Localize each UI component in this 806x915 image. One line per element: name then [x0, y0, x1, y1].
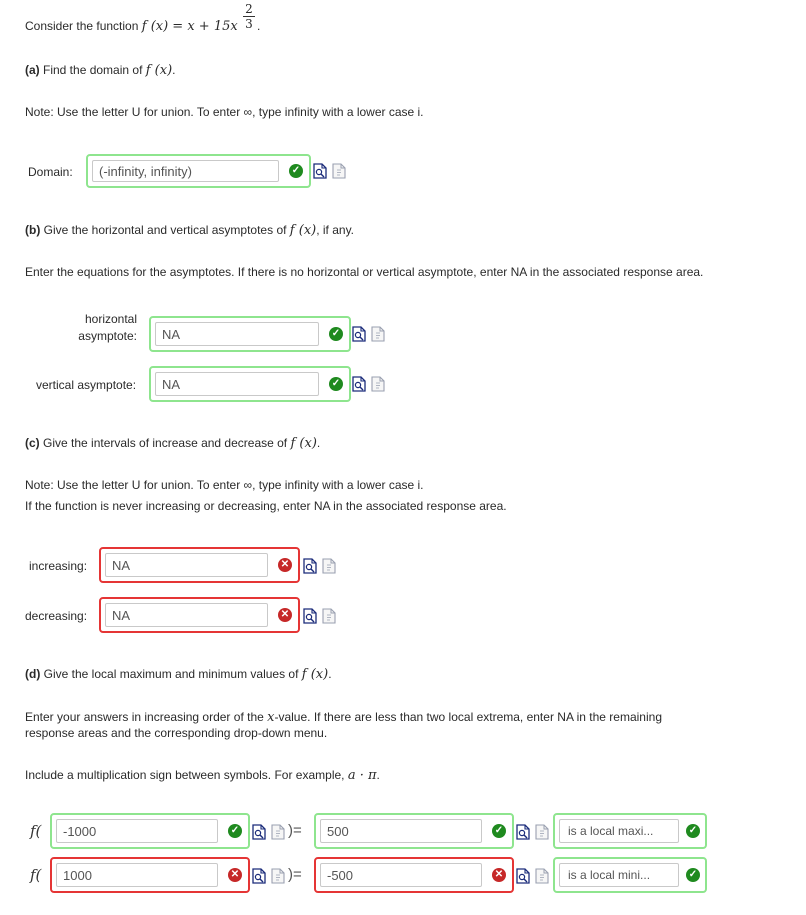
vertical-asymptote-label: vertical asymptote:	[36, 378, 137, 392]
instr-x: x	[267, 710, 275, 725]
local-extremum-2-value-box	[314, 857, 514, 893]
help-icon[interactable]	[332, 163, 346, 179]
part-b-question	[25, 223, 354, 238]
part-c-math: f (x)	[290, 436, 317, 451]
check-icon: ✓	[329, 377, 343, 391]
help-icon[interactable]	[271, 824, 285, 840]
help-icon[interactable]	[535, 868, 549, 884]
preview-icon[interactable]	[303, 608, 317, 624]
increasing-label: increasing:	[29, 559, 88, 573]
horizontal-asymptote-answer-box	[149, 316, 351, 352]
extremum-1-value-input[interactable]: 500	[320, 819, 482, 843]
preview-icon[interactable]	[252, 868, 266, 884]
help-icon[interactable]	[271, 868, 285, 884]
decreasing-label: decreasing:	[25, 609, 88, 623]
exponent-numerator: 2	[245, 2, 253, 16]
close-paren-equals: )=	[288, 866, 302, 883]
preview-icon[interactable]	[303, 558, 317, 574]
local-extremum-1-value-box	[314, 813, 514, 849]
part-d-instructions-2: response areas and the corresponding drop-down menu.	[25, 726, 328, 740]
help-icon[interactable]	[322, 558, 336, 574]
help-icon[interactable]	[371, 376, 385, 392]
exponent-denominator: 3	[245, 17, 253, 31]
domain-answer-box	[86, 154, 311, 188]
extremum-1-type-dropdown	[553, 813, 707, 849]
part-c-note-2: If the function is never increasing or decreasing, enter NA in the associated response area.	[25, 499, 507, 513]
part-d-label: (d)	[25, 667, 41, 681]
part-d-math: f (x)	[301, 667, 329, 682]
part-c-text: Give the intervals of increase and decrease of	[39, 436, 291, 450]
part-a-label: (a)	[25, 63, 40, 77]
check-icon: ✓	[329, 327, 343, 341]
part-b-label: (b)	[25, 223, 41, 237]
preview-icon[interactable]	[352, 376, 366, 392]
cross-icon: ✕	[228, 868, 242, 882]
extremum-2-type-dropdown	[553, 857, 707, 893]
preview-icon[interactable]	[352, 326, 366, 342]
extremum-2-x-input[interactable]: 1000	[56, 863, 218, 887]
vertical-asymptote-answer-box	[149, 366, 351, 402]
decreasing-input[interactable]: NA	[105, 603, 268, 627]
part-c-note-1: Note: Use the letter U for union. To enter ∞, type infinity with a lower case i.	[25, 478, 424, 492]
extremum-1-type-select[interactable]: is a local maxi...	[559, 819, 679, 843]
part-d-text: Give the local maximum and minimum values of	[40, 667, 302, 681]
preview-icon[interactable]	[516, 824, 530, 840]
local-extremum-1-x-box	[50, 813, 250, 849]
help-icon[interactable]	[371, 326, 385, 342]
preview-icon[interactable]	[252, 824, 266, 840]
instr-text-b: -value. If there are less than two local extrema, enter NA in the remaining	[274, 710, 662, 724]
horizontal-label-line2: asymptote:	[78, 329, 137, 343]
intro-text: Consider the function	[25, 19, 142, 33]
mult-example: a · π	[347, 768, 377, 783]
check-icon: ✓	[686, 824, 700, 838]
part-c-end: .	[316, 436, 321, 450]
part-a-text: Find the domain of	[39, 63, 146, 77]
part-b-end: , if any.	[316, 223, 355, 237]
part-c-question	[25, 436, 320, 451]
multiplication-note	[25, 768, 380, 783]
check-icon: ✓	[228, 824, 242, 838]
extremum-1-x-input[interactable]: -1000	[56, 819, 218, 843]
horizontal-label-line1: horizontal	[84, 312, 137, 326]
part-a-math: f (x)	[145, 63, 173, 78]
close-paren-equals: )=	[288, 822, 302, 839]
cross-icon: ✕	[492, 868, 506, 882]
f-open-paren: f(	[30, 866, 42, 884]
check-icon: ✓	[686, 868, 700, 882]
preview-icon[interactable]	[516, 868, 530, 884]
function-expression: f (x) = x + 15x	[141, 19, 238, 34]
part-d-question	[25, 667, 332, 682]
help-icon[interactable]	[535, 824, 549, 840]
cross-icon: ✕	[278, 608, 292, 622]
extremum-2-type-select[interactable]: is a local mini...	[559, 863, 679, 887]
part-a-question	[25, 63, 176, 78]
mult-text: Include a multiplication sign between symbols. For example,	[25, 768, 348, 782]
exponent-fraction	[243, 3, 255, 30]
check-icon: ✓	[289, 164, 303, 178]
part-d-end: .	[328, 667, 332, 681]
part-b-text: Give the horizontal and vertical asymptotes of	[40, 223, 290, 237]
mult-end: .	[376, 768, 380, 782]
part-d-instructions-1	[25, 710, 662, 725]
increasing-answer-box	[99, 547, 300, 583]
part-a-end: .	[172, 63, 176, 77]
help-icon[interactable]	[322, 608, 336, 624]
increasing-input[interactable]: NA	[105, 553, 268, 577]
check-icon: ✓	[492, 824, 506, 838]
part-b-instructions: Enter the equations for the asymptotes. If there is no horizontal or vertical asymptote, enter NA in the associated response area.	[25, 265, 704, 279]
cross-icon: ✕	[278, 558, 292, 572]
part-b-math: f (x)	[289, 223, 317, 238]
decreasing-answer-box	[99, 597, 300, 633]
part-a-note: Note: Use the letter U for union. To enter ∞, type infinity with a lower case i.	[25, 105, 424, 119]
horizontal-asymptote-label	[60, 311, 137, 345]
f-open-paren: f(	[30, 822, 42, 840]
preview-icon[interactable]	[313, 163, 327, 179]
local-extremum-2-x-box	[50, 857, 250, 893]
horizontal-asymptote-input[interactable]: NA	[155, 322, 319, 346]
part-c-label: (c)	[25, 436, 40, 450]
vertical-asymptote-input[interactable]: NA	[155, 372, 319, 396]
domain-input[interactable]: (-infinity, infinity)	[92, 160, 279, 182]
domain-label: Domain:	[28, 165, 73, 179]
extremum-2-value-input[interactable]: -500	[320, 863, 482, 887]
problem-statement	[25, 19, 238, 34]
instr-text-a: Enter your answers in increasing order of the	[25, 710, 268, 724]
intro-period: .	[257, 19, 261, 33]
